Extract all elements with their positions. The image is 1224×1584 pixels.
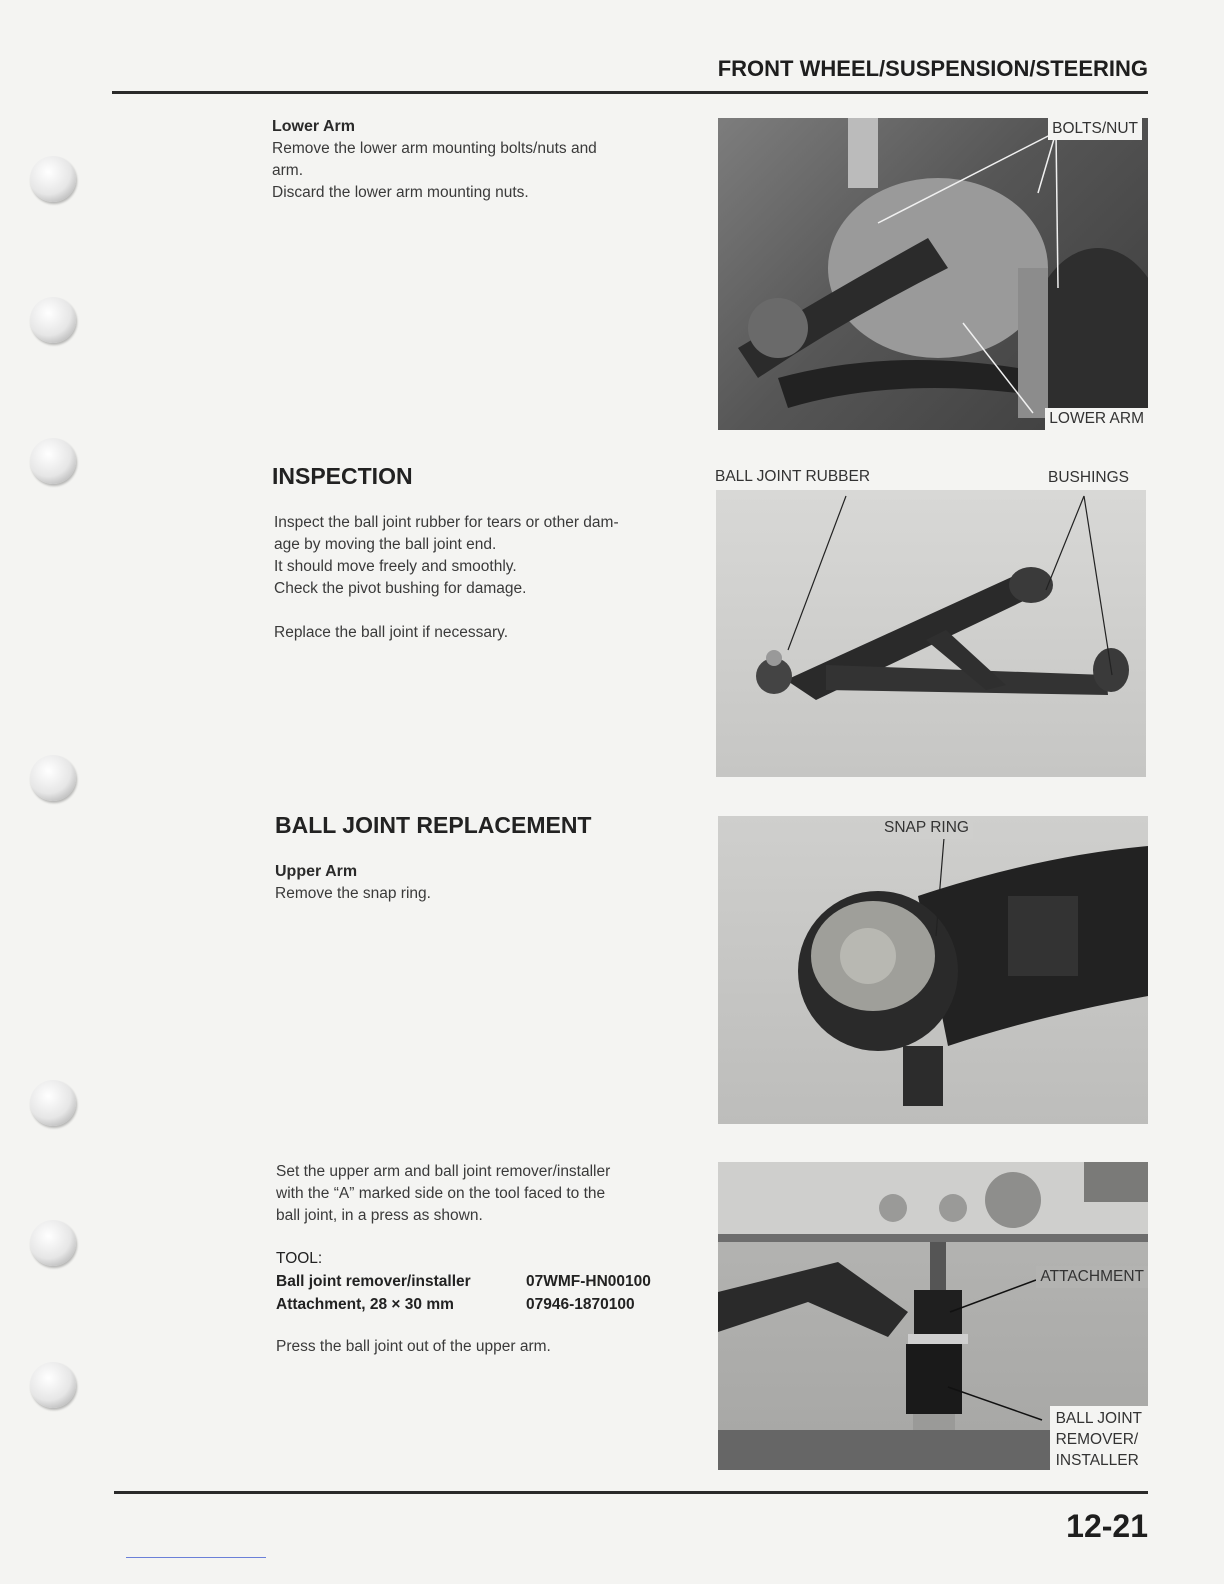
callout-line: INSTALLER [1055,1452,1139,1469]
tool-label: TOOL: [276,1250,323,1267]
callout-lower-arm: LOWER ARM [1045,408,1148,430]
text-line: It should move freely and smoothly. [274,558,517,575]
page-header-title: FRONT WHEEL/SUSPENSION/STEERING [717,56,1148,81]
text-line: Remove the lower arm mounting bolts/nuts and [272,140,597,157]
text-line: Set the upper arm and ball joint remover/installer [276,1163,611,1180]
callout-snap-ring: SNAP RING [880,817,973,839]
arm-drawing [716,490,1146,777]
lower-arm-drawing [718,118,1148,430]
snap-ring-drawing [718,816,1148,1124]
tool-section [276,1248,716,1316]
binder-hole [30,156,76,202]
callout-line: REMOVER/ [1055,1431,1139,1448]
callout-attachment: ATTACHMENT [1036,1266,1148,1288]
callout-line: BALL JOINT [1055,1410,1142,1427]
snap-ring-photo [718,816,1148,1124]
footer-rule [114,1491,1148,1494]
text-line: with the “A” marked side on the tool faced to the [276,1185,606,1202]
press-text [276,1161,716,1227]
tool-row [276,1293,716,1316]
page-number: 12-21 [1066,1508,1148,1544]
inspection-heading: INSPECTION [272,463,413,489]
text-line: Discard the lower arm mounting nuts. [272,184,529,201]
text-line: Replace the ball joint if necessary. [274,624,509,641]
callout-ball-joint-rubber: BALL JOINT RUBBER [711,466,874,488]
text-line: Check the pivot bushing for damage. [274,580,527,597]
upper-arm-heading: Upper Arm [275,863,358,880]
tool-part-number: 07946-1870100 [526,1296,635,1313]
binder-hole [30,1220,76,1266]
text-line: arm. [272,162,303,179]
lower-arm-text [272,138,712,204]
lower-arm-heading: Lower Arm [272,118,355,135]
press-photo [718,1162,1148,1470]
callout-ball-joint-remover-installer [1050,1406,1148,1470]
tool-part-number: 07WMF-HN00100 [526,1273,651,1290]
footer-link-line [126,1557,266,1558]
tool-table [276,1270,716,1316]
header-rule [112,91,1148,94]
binder-hole [30,755,76,801]
press-final-text: Press the ball joint out of the upper arm. [276,1338,551,1355]
tool-row [276,1270,716,1293]
binder-hole [30,297,76,343]
callout-bushings: BUSHINGS [1044,467,1133,489]
ball-joint-heading: BALL JOINT REPLACEMENT [275,812,592,838]
upper-arm-section [275,861,705,905]
lower-arm-photo [718,118,1148,430]
tool-name: Attachment, 28 × 30 mm [276,1296,454,1313]
upper-arm-text: Remove the snap ring. [275,885,431,902]
tool-name: Ball joint remover/installer [276,1273,471,1290]
callout-bolts-nut: BOLTS/NUT [1048,118,1142,140]
text-line: Inspect the ball joint rubber for tears or other dam- [274,514,619,531]
text-line: ball joint, in a press as shown. [276,1207,483,1224]
arm-inspection-photo [716,490,1146,777]
binder-hole [30,438,76,484]
lower-arm-section [272,116,712,204]
binder-hole [30,1080,76,1126]
binder-hole [30,1362,76,1408]
inspection-text [274,512,714,644]
text-line: age by moving the ball joint end. [274,536,497,553]
